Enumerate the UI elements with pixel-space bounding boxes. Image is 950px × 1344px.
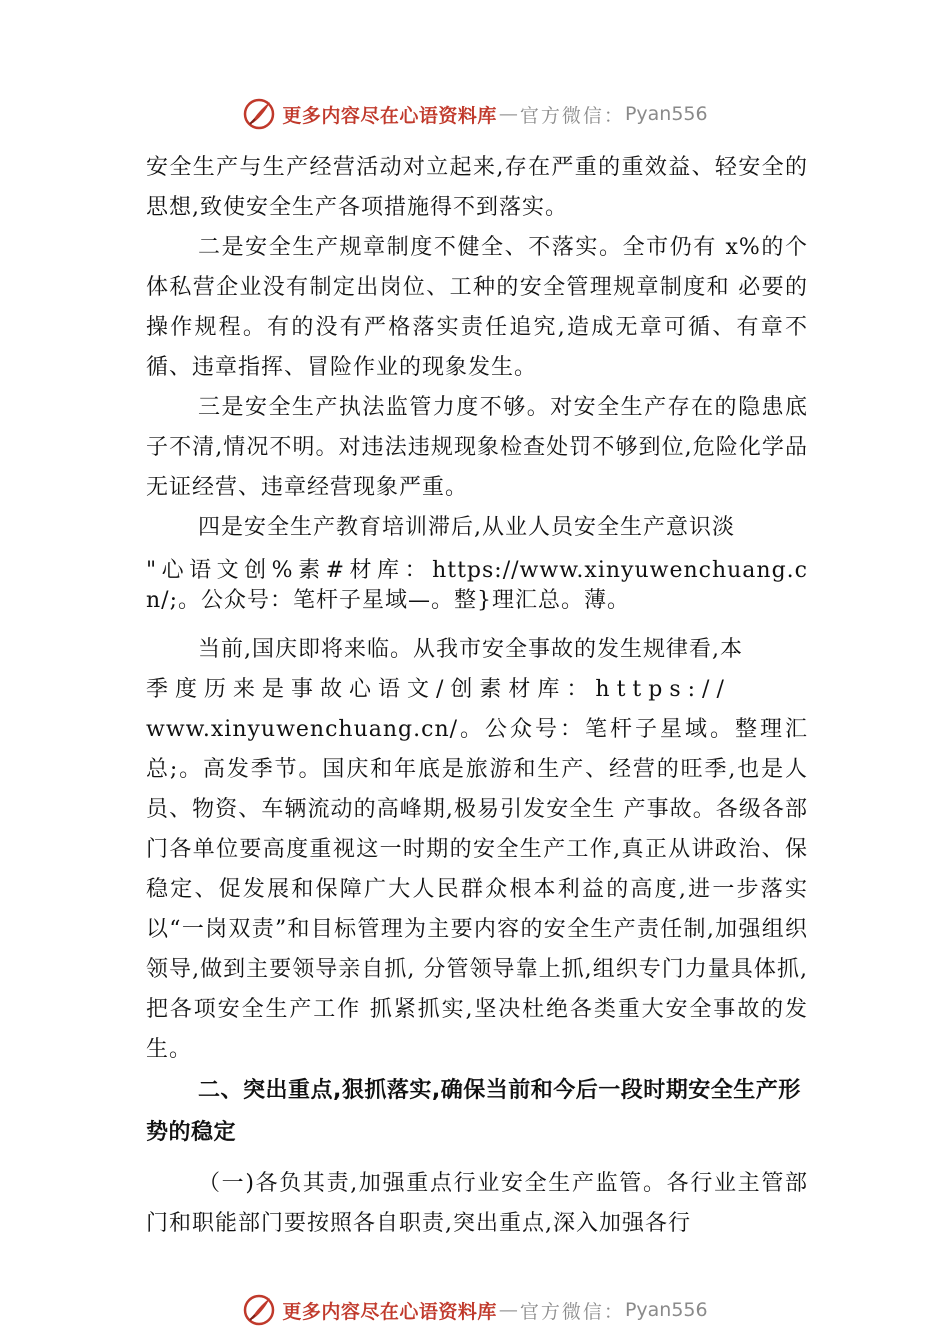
watermark-wechat-label: 官方微信：: [519, 1300, 625, 1323]
section-heading: 二、突出重点,狠抓落实,确保当前和今后一段时期安全生产形势的稳定: [146, 1078, 801, 1145]
document-body: [146, 148, 808, 1244]
paragraph-6-rest: www.xinyuwenchuang.cn/。公众号：笔杆子星域。整理汇总;。高发季节。国庆和年底是旅游和生产、经营的旺季,也是人员、物资、车辆流动的高峰期,极易引发安全生 产事故。各级各部门各单位要高度重视这一时期的安全生产工作,真正从讲政治、保稳定、促发展和保障广大人民群众根本利益的高度,进一步落实以“一岗双责”和目标管理为主要内容的安全生产责任制,加强组织领导,做到主要领导亲自抓, 分管领导靠上抓,组织专门力量具体抓,把各项安全生产工作 抓紧抓实,坚决杜绝各类重大安全事故的发生。: [146, 717, 808, 1062]
watermark-dash: —: [498, 103, 518, 125]
paragraph-7: （一)各负其责,加强重点行业安全生产监管。各行业主管部门和职能部门要按照各自职责,突出重点,深入加强各行: [146, 1171, 808, 1236]
paragraph-3: 三是安全生产执法监管力度不够。对安全生产存在的隐患底子不清,情况不明。对违法违规现象检查处罚不够到位,危险化学品无证经营、违章经营现象严重。: [146, 395, 808, 500]
paragraph-1: 安全生产与生产经营活动对立起来,存在严重的重效益、轻安全的思想,致使安全生产各项措施得不到落实。: [146, 155, 808, 220]
paragraph-4: 四是安全生产教育培训滞后,从业人员安全生产意识淡: [198, 515, 735, 540]
paragraph-6-line-2: 季度历来是事故心语文/创素材库：https://: [146, 677, 731, 702]
watermark-dash: —: [498, 1299, 518, 1321]
watermark-library-text: 更多内容尽在心语资料库: [282, 1300, 497, 1323]
watermark-banner-bottom: [0, 1290, 950, 1330]
paragraph-5: "心语文创%素#材库：https://www.xinyuwenchuang.cn/;。公众号：笔杆子星域—。整}理汇总。薄。: [146, 558, 808, 613]
paragraph-2: 二是安全生产规章制度不健全、不落实。全市仍有 x%的个体私营企业没有制定出岗位、工种的安全管理规章制度和 必要的操作规程。有的没有严格落实责任追究,造成无章可循、有章不循、违章指挥、冒险作业的现象发生。: [146, 235, 808, 380]
watermark-library-text: 更多内容尽在心语资料库: [282, 104, 497, 127]
watermark-wechat-label: 官方微信：: [519, 104, 625, 127]
watermark-wechat-id: Pyan556: [624, 1299, 708, 1321]
watermark-wechat-id: Pyan556: [624, 103, 708, 125]
quill-seal-icon: [242, 97, 276, 131]
paragraph-6-line-1: 当前,国庆即将来临。从我市安全事故的发生规律看,本: [198, 637, 743, 662]
quill-seal-icon: [242, 1293, 276, 1327]
watermark-banner-top: [0, 94, 950, 134]
